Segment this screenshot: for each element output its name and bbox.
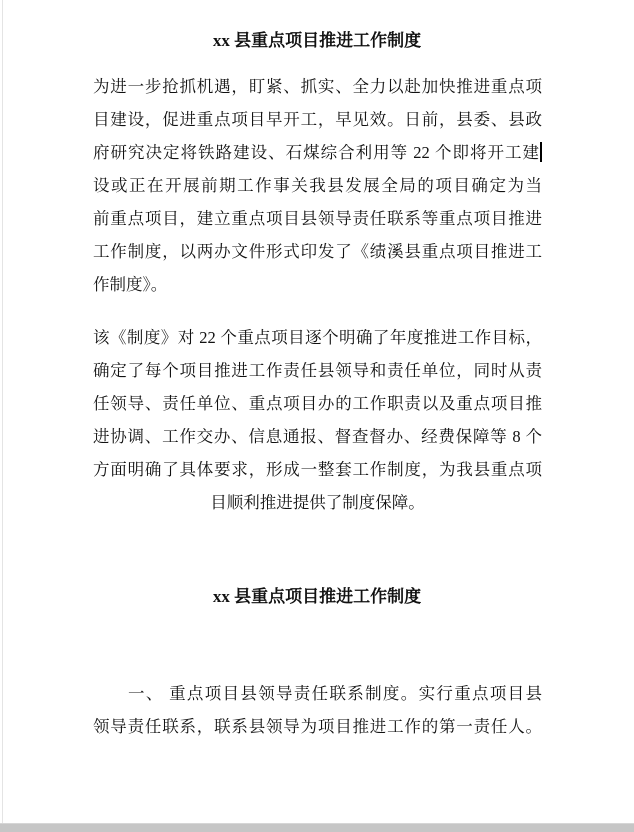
text-line[interactable]: 为进一步抢抓机遇，盯紧、抓实、全力以赴加快推进重点项 [93, 77, 542, 96]
paragraph-3[interactable] [93, 677, 542, 743]
text-line[interactable]: 设或正在开展前期工作事关我县发展全局的项目确定为当 [93, 176, 542, 195]
section-title[interactable]: xx 县重点项目推进工作制度 [212, 587, 422, 606]
text-line[interactable]: 领导责任联系，联系县领导为项目推进工作的第一责任人。 [93, 717, 542, 736]
text-line[interactable]: 目顺利推进提供了制度保障。 [210, 493, 425, 512]
paragraph-2[interactable] [93, 321, 542, 519]
text-line[interactable]: 前重点项目，建立重点项目县领导责任联系等重点项目推进 [93, 209, 542, 228]
text-line[interactable]: 工作制度，以两办文件形式印发了《绩溪县重点项目推进工 [93, 242, 542, 261]
text-line-content: 府研究决定将铁路建设、石煤综合利用等 22 个即将开工建 [93, 143, 540, 162]
text-cursor [540, 142, 542, 162]
horizontal-scrollbar[interactable] [0, 823, 634, 832]
text-line[interactable]: 一、 重点项目县领导责任联系制度。实行重点项目县 [128, 684, 542, 703]
text-line[interactable]: 确定了每个项目推进工作责任县领导和责任单位，同时从责 [93, 361, 542, 380]
document-title[interactable]: xx 县重点项目推进工作制度 [212, 31, 422, 50]
text-line[interactable]: 该《制度》对 22 个重点项目逐个明确了年度推进工作目标， [93, 328, 542, 347]
paragraph-1[interactable] [93, 70, 542, 301]
text-line[interactable]: 目建设，促进重点项目早开工，早见效。日前，县委、县政 [93, 110, 542, 129]
page-left-edge [2, 0, 3, 832]
text-line[interactable] [93, 136, 542, 169]
text-line[interactable]: 方面明确了具体要求，形成一整套工作制度，为我县重点项 [93, 460, 542, 479]
text-line[interactable]: 任领导、责任单位、重点项目办的工作职责以及重点项目推 [93, 394, 542, 413]
text-line[interactable]: 进协调、工作交办、信息通报、督查督办、经费保障等 8 个 [93, 427, 542, 446]
text-line[interactable]: 作制度》。 [93, 275, 168, 294]
